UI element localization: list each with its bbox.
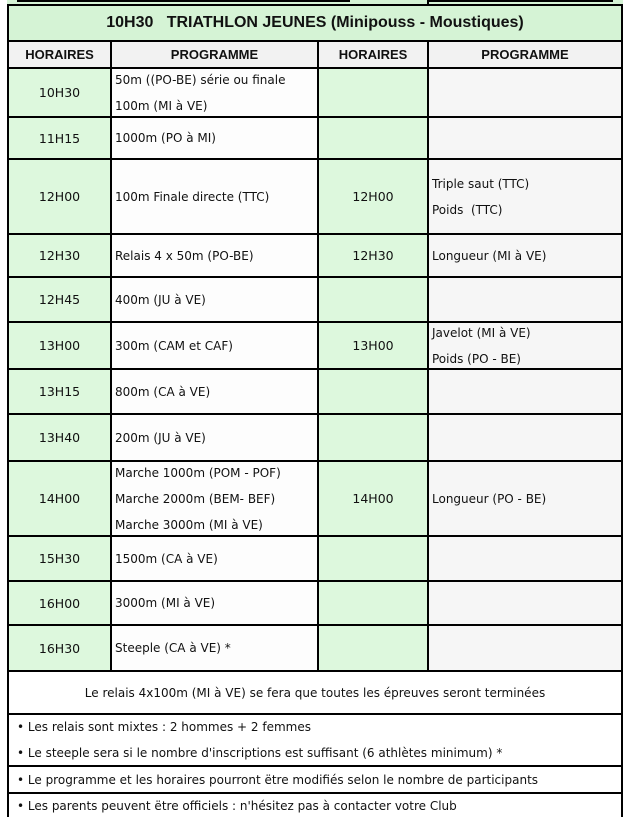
table-row: [9, 626, 623, 672]
page-title: 10H30 TRIATHLON JEUNES (Minipouss - Moustiques): [9, 6, 623, 42]
program-cell: [429, 69, 623, 118]
program-line: Steeple (CA à VE) *: [115, 641, 231, 655]
program-line: 50m ((PO-BE) série ou finale: [115, 72, 286, 87]
program-cell: [112, 415, 319, 462]
program-line: 100m (MI à VE): [115, 98, 208, 113]
program-cell: [429, 370, 623, 415]
time-cell: 13H40: [9, 415, 112, 462]
column-header-programme-left: PROGRAMME: [112, 42, 319, 69]
program-line: Javelot (MI à VE): [432, 325, 531, 340]
top-border-tick: [427, 0, 429, 4]
top-edge-remnant: [7, 0, 623, 4]
program-cell: [429, 235, 623, 278]
title-row: [9, 6, 623, 42]
program-line: Longueur (MI à VE): [432, 248, 547, 263]
table-row: [9, 537, 623, 582]
footer-bullets-box-3: [7, 794, 623, 817]
program-line: Longueur (PO - BE): [432, 491, 547, 506]
time-cell: 16H30: [9, 626, 112, 672]
table-row: [9, 160, 623, 235]
program-cell: [112, 118, 319, 160]
time-cell: [319, 582, 429, 626]
time-cell: 10H30: [9, 69, 112, 118]
program-line: 100m Finale directe (TTC): [115, 189, 270, 204]
program-cell: [429, 160, 623, 235]
footer-bullets-box-1: [7, 715, 623, 767]
time-cell: 12H30: [9, 235, 112, 278]
program-cell: [112, 278, 319, 323]
program-line: 300m (CAM et CAF): [115, 338, 233, 353]
table-row: [9, 370, 623, 415]
program-cell: [429, 278, 623, 323]
program-line: Marche 1000m (POM - POF): [115, 465, 281, 480]
top-border-segment-right: [428, 0, 613, 2]
program-line: Poids (PO - BE): [432, 351, 521, 366]
time-cell: 14H00: [9, 462, 112, 537]
program-line: Marche 2000m (BEM- BEF): [115, 491, 276, 506]
time-cell: 13H00: [319, 323, 429, 370]
time-cell: 16H00: [9, 582, 112, 626]
table-row: [9, 323, 623, 370]
footer-bullet: • Les parents peuvent ëtre officiels : n'hésitez pas à contacter votre Club: [17, 798, 457, 813]
schedule-document: [7, 0, 623, 817]
time-cell: [319, 415, 429, 462]
program-cell: [429, 626, 623, 672]
footer-bullets-box-2: [7, 767, 623, 794]
table-row: [9, 235, 623, 278]
table-row: [9, 69, 623, 118]
program-line: Triple saut (TTC): [432, 176, 530, 191]
time-cell: [319, 69, 429, 118]
table-row: [9, 118, 623, 160]
program-cell: [112, 537, 319, 582]
program-cell: [429, 323, 623, 370]
table-row: [9, 462, 623, 537]
program-line: 3000m (MI à VE): [115, 596, 216, 610]
program-line: 1500m (CA à VE): [115, 551, 218, 566]
footer-note-text: Le relais 4x100m (MI à VE) se fera que toutes les épreuves seront terminées: [84, 685, 546, 700]
header-row: [9, 42, 623, 69]
footer-bullet: • Le programme et les horaires pourront ëtre modifiés selon le nombre de participants: [17, 772, 539, 787]
program-cell: [429, 537, 623, 582]
program-cell: [112, 69, 319, 118]
footer-bullet: • Les relais sont mixtes : 2 hommes + 2 femmes: [17, 720, 311, 734]
column-header-horaires-left: HORAIRES: [9, 42, 112, 69]
time-cell: 15H30: [9, 537, 112, 582]
program-cell: [112, 626, 319, 672]
schedule-table: [7, 4, 623, 672]
time-cell: [319, 626, 429, 672]
program-cell: [429, 118, 623, 160]
program-cell: [112, 582, 319, 626]
column-header-programme-right: PROGRAMME: [429, 42, 623, 69]
program-line: Relais 4 x 50m (PO-BE): [115, 248, 254, 263]
table-row: [9, 415, 623, 462]
program-line: 200m (JU à VE): [115, 430, 206, 445]
time-cell: 12H00: [319, 160, 429, 235]
footer-note: [7, 672, 623, 715]
program-cell: [112, 370, 319, 415]
program-line: 400m (JU à VE): [115, 292, 206, 307]
program-cell: [112, 160, 319, 235]
footer-bullet: • Le steeple sera si le nombre d'inscriptions est suffisant (6 athlètes minimum) *: [17, 746, 503, 760]
time-cell: [319, 118, 429, 160]
top-border-segment-left: [17, 0, 350, 2]
table-row: [9, 582, 623, 626]
time-cell: 14H00: [319, 462, 429, 537]
program-line: 1000m (PO à MI): [115, 131, 216, 145]
program-line: Poids (TTC): [432, 202, 503, 217]
program-cell: [429, 415, 623, 462]
time-cell: 13H15: [9, 370, 112, 415]
time-cell: [319, 278, 429, 323]
program-cell: [429, 582, 623, 626]
time-cell: 13H00: [9, 323, 112, 370]
column-header-horaires-right: HORAIRES: [319, 42, 429, 69]
time-cell: 12H45: [9, 278, 112, 323]
program-line: 800m (CA à VE): [115, 384, 211, 399]
time-cell: [319, 370, 429, 415]
time-cell: 11H15: [9, 118, 112, 160]
time-cell: 12H00: [9, 160, 112, 235]
time-cell: [319, 537, 429, 582]
table-row: [9, 278, 623, 323]
program-cell: [112, 323, 319, 370]
program-cell: [112, 462, 319, 537]
program-cell: [112, 235, 319, 278]
program-line: Marche 3000m (MI à VE): [115, 517, 263, 532]
time-cell: 12H30: [319, 235, 429, 278]
program-cell: [429, 462, 623, 537]
